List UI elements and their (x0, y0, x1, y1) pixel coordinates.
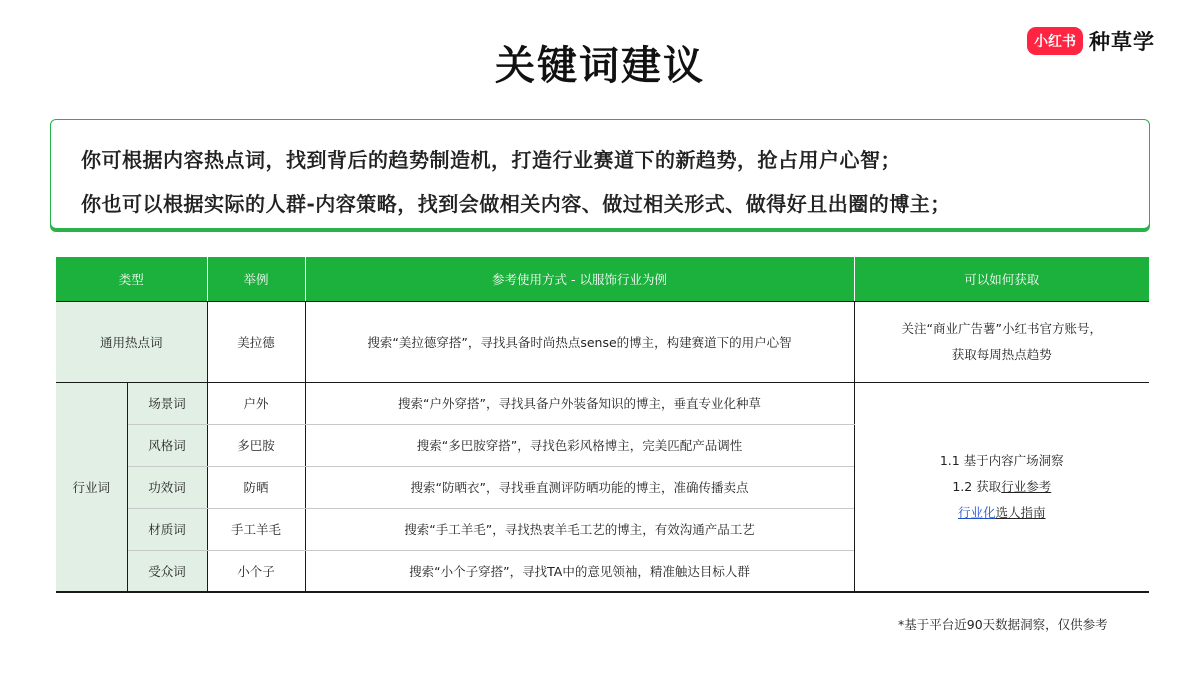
example-cell: 户外 (207, 382, 305, 424)
category-cell: 通用热点词 (56, 301, 207, 382)
usage-cell: 搜索“防晒衣”，寻找垂直测评防晒功能的博主，准确传播卖点 (305, 466, 854, 508)
usage-cell: 搜索“小个子穿搭”，寻找TA中的意见领袖，精准触达目标人群 (305, 550, 854, 592)
guide-text[interactable]: 选人指南 (995, 504, 1046, 520)
xiaohongshu-logo-badge: 小红书 (1027, 27, 1083, 55)
usage-cell: 搜索“美拉德穿搭”，寻找具备时尚热点sense的博主，构建赛道下的用户心智 (305, 301, 854, 382)
usage-cell: 搜索“户外穿搭”，寻找具备户外装备知识的博主，垂直专业化种草 (305, 382, 854, 424)
subcategory-cell: 场景词 (127, 382, 207, 424)
keyword-table (56, 257, 1149, 593)
source-line (855, 474, 1150, 500)
header-example: 举例 (207, 257, 305, 301)
intro-line-1: 你可根据内容热点词，找到背后的趋势制造机，打造行业赛道下的新趋势，抢占用户心智； (81, 148, 901, 172)
usage-cell: 搜索“多巴胺穿搭”，寻找色彩风格博主，完美匹配产品调性 (305, 424, 854, 466)
source-line (855, 500, 1150, 526)
intro-line-2: 你也可以根据实际的人群-内容策略，找到会做相关内容、做过相关形式、做得好且出圈的博主； (81, 192, 951, 216)
table-row (56, 301, 1149, 382)
header-source: 可以如何获取 (854, 257, 1149, 301)
example-cell: 美拉德 (207, 301, 305, 382)
source-cell (854, 382, 1149, 592)
brand-logo (1027, 26, 1155, 56)
header-usage: 参考使用方式 - 以服饰行业为例 (305, 257, 854, 301)
logo-text: 种草学 (1089, 30, 1155, 54)
intro-box (50, 119, 1150, 229)
subcategory-cell: 功效词 (127, 466, 207, 508)
source-line: 关注“商业广告薯”小红书官方账号， (901, 320, 1102, 336)
subcategory-cell: 材质词 (127, 508, 207, 550)
source-line: 获取每周热点趋势 (951, 346, 1052, 362)
example-cell: 小个子 (207, 550, 305, 592)
industry-reference-link[interactable]: 行业参考 (1001, 478, 1052, 494)
subcategory-cell: 受众词 (127, 550, 207, 592)
category-cell: 行业词 (56, 382, 127, 592)
table-header-row (56, 257, 1149, 301)
source-text: 1.2 获取 (952, 478, 1002, 494)
footnote: *基于平台近90天数据洞察，仅供参考 (898, 617, 1108, 632)
table-row (56, 382, 1149, 424)
source-cell (854, 301, 1149, 382)
page-title: 关键词建议 (495, 43, 705, 89)
example-cell: 多巴胺 (207, 424, 305, 466)
source-line: 1.1 基于内容广场洞察 (939, 452, 1064, 468)
example-cell: 手工羊毛 (207, 508, 305, 550)
usage-cell: 搜索“手工羊毛”，寻找热衷羊毛工艺的博主，有效沟通产品工艺 (305, 508, 854, 550)
header-type: 类型 (56, 257, 207, 301)
industry-guide-link[interactable]: 行业化 (958, 504, 996, 520)
subcategory-cell: 风格词 (127, 424, 207, 466)
example-cell: 防晒 (207, 466, 305, 508)
